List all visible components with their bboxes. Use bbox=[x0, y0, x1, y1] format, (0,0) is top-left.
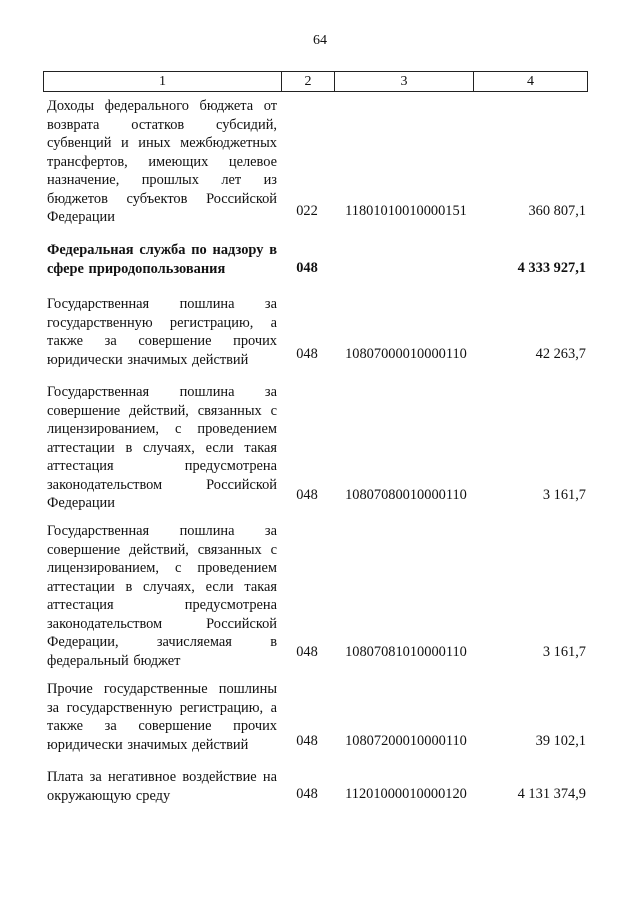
row-admin-code: 048 bbox=[296, 786, 318, 802]
row-admin-code: 048 bbox=[296, 346, 318, 362]
row-amount: 3 161,7 bbox=[542, 487, 586, 503]
row-budget-code: 10807200010000110 bbox=[345, 733, 467, 749]
row-description: Государственная пошлина за совершение действий, связанных с лицензированием, с проведением аттестации в случаях, если такая аттестация предусмотрена законодательством Российской Федерации, зачисляемая в федеральный бюджет bbox=[47, 523, 277, 669]
row-budget-code: 11801010010000151 bbox=[345, 203, 467, 219]
row-description: Государственная пошлина за совершение действий, связанных с лицензированием, с проведением аттестации в случаях, если такая аттестация предусмотрена законодательством Российской Федерации bbox=[47, 384, 277, 511]
row-description: Доходы федерального бюджета от возврата остатков субсидий, субвенций и иных межбюджетных трансфертов, имеющих целевое назначение, прошлых лет из бюджетов субъектов Российской Федерации bbox=[47, 98, 277, 225]
column-header-3: 3 bbox=[335, 72, 474, 92]
row-budget-code: 10807000010000110 bbox=[345, 346, 467, 362]
row-budget-code: 10807081010000110 bbox=[345, 644, 467, 660]
row-admin-code: 048 bbox=[296, 487, 318, 503]
column-header-1: 1 bbox=[44, 72, 282, 92]
row-description: Государственная пошлина за государственную регистрацию, а также за совершение прочих юридически значимых действий bbox=[47, 296, 277, 368]
row-amount: 39 102,1 bbox=[535, 733, 586, 749]
row-admin-code: 048 bbox=[296, 733, 318, 749]
row-amount: 360 807,1 bbox=[528, 203, 586, 219]
column-header-4: 4 bbox=[474, 72, 588, 92]
page-number: 64 bbox=[313, 33, 327, 48]
row-budget-code: 11201000010000120 bbox=[345, 786, 467, 802]
row-admin-code: 048 bbox=[296, 260, 318, 276]
column-header-row bbox=[44, 72, 588, 92]
row-admin-code: 048 bbox=[296, 644, 318, 660]
column-header-table bbox=[43, 71, 588, 92]
row-amount: 4 131 374,9 bbox=[517, 786, 586, 802]
row-amount: 4 333 927,1 bbox=[517, 260, 586, 276]
row-admin-code: 022 bbox=[296, 203, 318, 219]
row-amount: 42 263,7 bbox=[535, 346, 586, 362]
row-amount: 3 161,7 bbox=[542, 644, 586, 660]
column-header-2: 2 bbox=[282, 72, 335, 92]
row-description: Плата за негативное воздействие на окружающую среду bbox=[47, 769, 277, 804]
row-description: Прочие государственные пошлины за государственную регистрацию, а также за совершение прочих юридически значимых действий bbox=[47, 681, 277, 753]
row-budget-code: 10807080010000110 bbox=[345, 487, 467, 503]
row-description: Федеральная служба по надзору в сфере природопользования bbox=[47, 242, 277, 277]
